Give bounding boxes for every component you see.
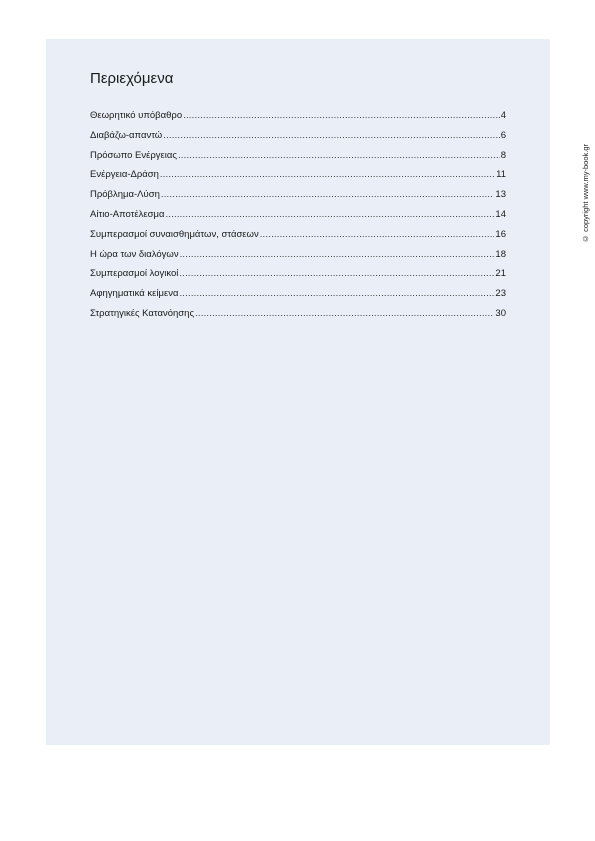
toc-title: Περιεχόμενα	[90, 70, 174, 87]
toc-entry-page: 23	[495, 288, 506, 300]
toc-leader-dots	[260, 225, 495, 245]
toc-entry[interactable]	[90, 205, 506, 225]
toc-entry[interactable]	[90, 146, 506, 166]
toc-leader-dots	[179, 264, 494, 284]
toc-entry[interactable]	[90, 284, 506, 304]
toc-entry-label: Ενέργεια-Δράση	[90, 169, 159, 181]
toc-leader-dots	[178, 146, 500, 166]
toc-entry-page: 18	[495, 248, 506, 260]
toc-entry[interactable]	[90, 264, 506, 284]
toc-entry-label: Αφηγηματικά κείμενα	[90, 288, 179, 300]
toc-leader-dots	[165, 205, 494, 225]
toc-entry-label: Διαβάζω-απαντώ	[90, 129, 163, 141]
toc-entry[interactable]	[90, 245, 506, 265]
toc-entry-page: 30	[495, 307, 506, 319]
toc-entry[interactable]	[90, 126, 506, 146]
toc-entry-page: 13	[495, 189, 506, 201]
toc-entry-label: Πρόβλημα-Λύση	[90, 189, 160, 201]
toc-entry-page: 4	[500, 110, 506, 121]
toc-leader-dots	[160, 165, 495, 185]
toc-entry-page: 11	[496, 169, 506, 181]
toc-entry-page: 14	[495, 208, 506, 220]
toc-entry-page: 6	[500, 129, 506, 141]
toc-entry[interactable]	[90, 304, 506, 324]
toc-entry-label: Στρατηγικές Κατανόησης	[90, 307, 195, 319]
toc-entry[interactable]	[90, 185, 506, 205]
toc-entry-label: Θεωρητικό υπόβαθρο	[90, 110, 183, 121]
toc-leader-dots	[195, 304, 494, 324]
toc-entry[interactable]	[90, 225, 506, 245]
toc-entry-page: 16	[495, 228, 506, 240]
toc-leader-dots	[179, 284, 494, 304]
toc-entry-page: 21	[495, 268, 506, 280]
toc-entry-label: Συμπερασμοί λογικοί	[90, 268, 179, 280]
toc-entry[interactable]	[90, 165, 506, 185]
toc-entry-page: 8	[500, 149, 506, 161]
toc-entry-label: Αίτιο-Αποτέλεσμα	[90, 208, 165, 220]
toc-leader-dots	[163, 126, 499, 146]
toc-leader-dots	[161, 185, 495, 205]
copyright-notice: © copyright www.my-book.gr	[581, 143, 590, 243]
toc-list	[90, 106, 506, 324]
toc-leader-dots	[180, 245, 495, 265]
toc-leader-dots	[183, 106, 500, 126]
toc-entry-label: Η ώρα των διαλόγων	[90, 248, 179, 260]
toc-entry-label: Συμπερασμοί συναισθημάτων, στάσεων	[90, 228, 259, 240]
toc-entry-label: Πρόσωπο Ενέργειας	[90, 149, 177, 161]
toc-entry[interactable]	[90, 106, 506, 126]
